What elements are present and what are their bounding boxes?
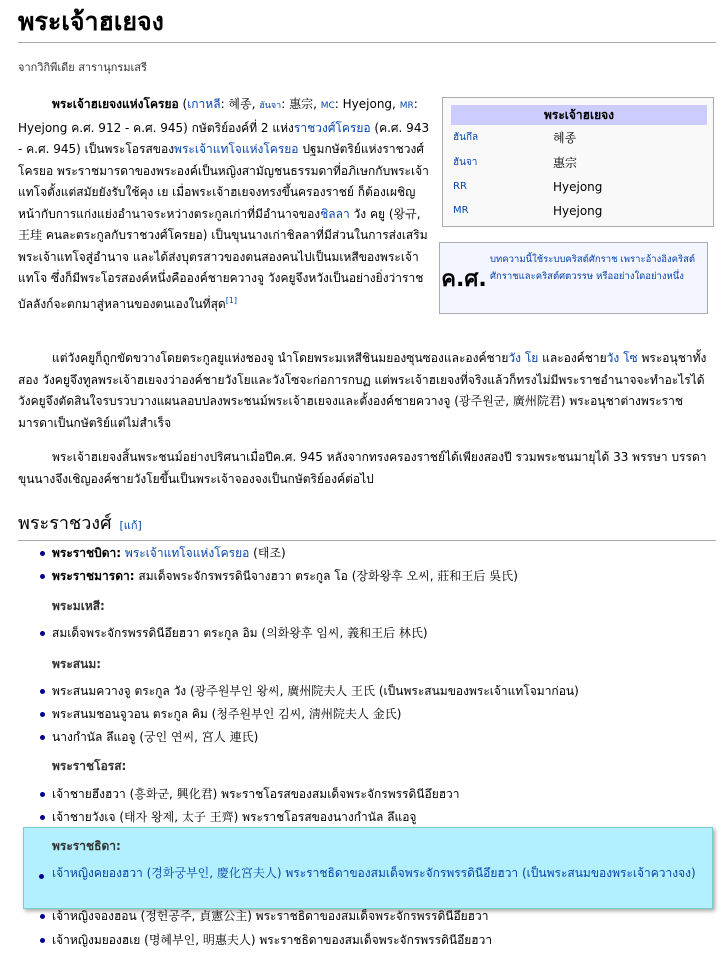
list-item: [52, 544, 286, 562]
list-item: เจ้าชายฮึงฮวา (흥화군, 興化君) พระราชโอรสของสมเด็จพระจักรพรรดินีอึยฮวา: [52, 787, 460, 801]
bullet-icon: [40, 551, 45, 556]
taejo-link[interactable]: พระเจ้าแทโจแห่งโครยอ: [174, 142, 299, 156]
infobox-key-link[interactable]: ฮันจา: [453, 157, 478, 168]
para-text: พระอนุชาทั้งสอง วังคยูจึงทูลพระเจ้าฮเยจงว่าองค์ชายวังโยและวังโซจะก่อการกบฏ แต่พระเจ้าฮเยจงที่จริงแล้วก็ทรงไม่มีพระราชอำนาจจะทำอะไรได้ วังคยูจึงตัดสินใจรบรวบวางแผนลอบปลงพระชนม์พระเจ้าฮเยจงและตั้งองค์ชายควางจู (광주원군, 廣州院君) พระอนุชาต่างพระราชมารดาเป็นกษัตริย์แต่ไม่สำเร็จ: [18, 351, 707, 430]
wang-yo-link[interactable]: วัง โย: [508, 351, 539, 365]
intro-text: : Hyejong ค.ศ. 912 - ค.ศ. 945) กษัตริย์องค์ที่ 2 แห่ง: [18, 97, 418, 135]
infobox-key-link[interactable]: MR: [453, 205, 469, 216]
mc-link[interactable]: MC: [320, 101, 335, 111]
intro-text: : 혜종,: [220, 97, 260, 111]
era-notice: [439, 242, 708, 314]
silla-link[interactable]: ชิลลา: [320, 206, 350, 221]
list-label: พระราชมารดา:: [52, 569, 135, 583]
popup-item[interactable]: เจ้าหญิงคยองฮวา (경화궁부인, 慶化宮夫人) พระราชธิดาของสมเด็จพระจักรพรรดินีอึยฮวา (เป็นพระสนมของพระเจ้าควางจง): [52, 866, 696, 880]
son-subheading: พระราชโอรส:: [52, 759, 127, 773]
bullet-icon: [40, 735, 45, 740]
bullet-icon: [40, 792, 45, 797]
bullet-icon: [40, 631, 45, 636]
mr-link[interactable]: MR: [399, 101, 414, 111]
list-item: นางกำนัล ลึแอจู (궁인 연씨, 宮人 連氏): [52, 730, 259, 744]
infobox-row: [453, 177, 709, 197]
popup-subheading: พระราชธิดา:: [52, 839, 121, 853]
bullet-icon: [40, 574, 45, 579]
hover-popup[interactable]: [23, 827, 713, 909]
para-text: และองค์ชาย: [538, 351, 607, 365]
second-paragraph: [18, 348, 718, 434]
list-item: พระสนมชอนจูวอน ตระกูล คิม (청주원부인 김씨, 淸州院夫人 金氏): [52, 707, 402, 721]
page-subtitle: จากวิกิพีเดีย สารานุกรมเสรี: [18, 61, 147, 74]
para-text: แต่วังคยูก็ถูกขัดขวางโดยตระกูลยูแห่งชองจู นำโดยพระมเหสีชินมยองซุนซองและองค์ชาย: [52, 351, 509, 365]
intro-text: : Hyejong,: [334, 97, 400, 111]
era-notice-icon: ค.ศ.: [441, 267, 487, 292]
intro-text: ปฐมกษัตริย์แห่งราชวงศ์โครยอ พระราชมารดาของพระองค์เป็นหญิงสามัญชนธรรมดาที่อภิเษกกับพระเจ้าแทโจตั้งแต่สมัยยังรับใช้คุง เย เมื่อพระเจ้าฮเยจงทรงขึ้นครองราชย์ ก็ต้องเผชิญหน้ากับการแก่งแย่งอำนาจระหว่างตระกูลเก่าที่มีอำนาจของ: [18, 142, 429, 221]
era-notice-text[interactable]: บทความนี้ใช้ระบบคริสต์ศักราช เพราะอ้างอิงคริสต์ศักราชและคริสต์ศตวรรษ หรืออย่างใดอย่างหนึ่ง: [490, 254, 696, 282]
list-item: พระสนมควางจู ตระกูล วัง (광주원부인 왕씨, 廣州院夫人 王氏 (เป็นพระสนมของพระเจ้าแทโจมาก่อน): [52, 684, 579, 698]
bullet-icon: [40, 815, 45, 820]
list-text: สมเด็จพระจักรพรรดินีจางฮวา ตระกูล โอ (장화왕후 오씨, 莊和王后 吳氏): [134, 569, 518, 583]
father-link[interactable]: พระเจ้าแทโจแห่งโครยอ: [124, 546, 250, 560]
infobox-title: พระเจ้าฮเยจง: [451, 105, 707, 125]
list-item: [52, 567, 518, 585]
list-text: (태조): [249, 546, 286, 560]
third-paragraph: พระเจ้าฮเยจงสิ้นพระชนม์อย่างปริศนาเมื่อปีค.ศ. 945 หลังจากทรงครองราชย์ได้เพียงสองปี รวมพระชนมายุได้ 33 พรรษา บรรดาขุนนางจึงเชิญองค์ชายวังโยขึ้นเป็นพระเจ้าจองจงเป็นกษัตริย์องค์ต่อไป: [18, 450, 707, 486]
infobox-row: [453, 153, 709, 173]
bullet-icon: [40, 712, 45, 717]
list-item: สมเด็จพระจักรพรรดินีอึยฮวา ตระกูล อิม (의화왕후 임씨, 義和王后 林氏): [52, 626, 428, 640]
list-item: เจ้าหญิงจองฮอน (정헌공주, 貞憲公主) พระราชธิดาของสมเด็จพระจักรพรรดินีอึยฮวา: [52, 909, 489, 923]
dynasty-link[interactable]: ราชวงศ์โครยอ: [293, 120, 371, 135]
page-title: พระเจ้าฮเยจง: [18, 2, 716, 43]
bullet-icon: [40, 914, 45, 919]
list-label: พระราชบิดา:: [52, 546, 122, 560]
section-heading: [18, 510, 716, 541]
bullet-icon: [40, 938, 45, 943]
infobox-value: Hyejong: [553, 204, 603, 218]
queen-subheading: พระมเหสี:: [52, 599, 105, 613]
list-item: เจ้าชายวังเจ (태자 왕제, 太子 王齊) พระราชโอรสของนางกำนัล ลึแอจู: [52, 810, 417, 824]
infobox-key-link[interactable]: ฮันกึล: [453, 132, 479, 143]
intro-paragraph: [18, 94, 434, 315]
infobox-value: 惠宗: [553, 156, 578, 170]
intro-text: วัง คยู (왕규, 王珪 คนละตระกูลกับราชวงศ์โครยอ) เป็นขุนนางเก่าชิลลาที่มีส่วนในการส่งเสริมพระเจ้าแทโจสู่อำนาจ และได้ส่งบุตรสาวของตนสองคนไปเป็นมเหสีของพระเจ้าแทโจ ซึ่งก็มีพระโอรสองค์หนึ่งคือองค์ชายควางจู วังคยูจึงหวังเป็นอย่างยิ่งว่าราชบัลลังก์จะตกมาสู่หลานของตนเองในที่สุด: [18, 206, 428, 311]
infobox: [442, 97, 714, 227]
list-item: เจ้าหญิงมยองฮเย (명혜부인, 明惠夫人) พระราชธิดาของสมเด็จพระจักรพรรดินีอึยฮวา: [52, 933, 493, 947]
korean-link[interactable]: เกาหลี: [187, 97, 221, 111]
bullet-icon: [40, 689, 45, 694]
section-edit-link[interactable]: [แก้]: [119, 519, 142, 532]
infobox-value: 혜종: [553, 131, 577, 145]
infobox-row: [453, 128, 709, 148]
infobox-row: [453, 201, 709, 221]
wang-so-link[interactable]: วัง โซ: [606, 351, 638, 365]
consort-subheading: พระสนม:: [52, 657, 102, 671]
infobox-key-link[interactable]: RR: [453, 181, 467, 192]
intro-text: (: [178, 97, 188, 111]
intro-bold-name: พระเจ้าฮเยจงแห่งโครยอ: [52, 97, 179, 111]
intro-text: (ค.ศ. 943 - ค.ศ. 945) เป็นพระโอรสของ: [18, 120, 430, 156]
section-title: พระราชวงศ์: [18, 513, 112, 534]
infobox-value: Hyejong: [553, 180, 603, 194]
intro-text: : 惠宗,: [281, 97, 321, 111]
reference-link[interactable]: [1]: [225, 295, 238, 305]
hanja-link[interactable]: ฮันจา: [259, 101, 282, 111]
bullet-icon: [39, 874, 44, 879]
